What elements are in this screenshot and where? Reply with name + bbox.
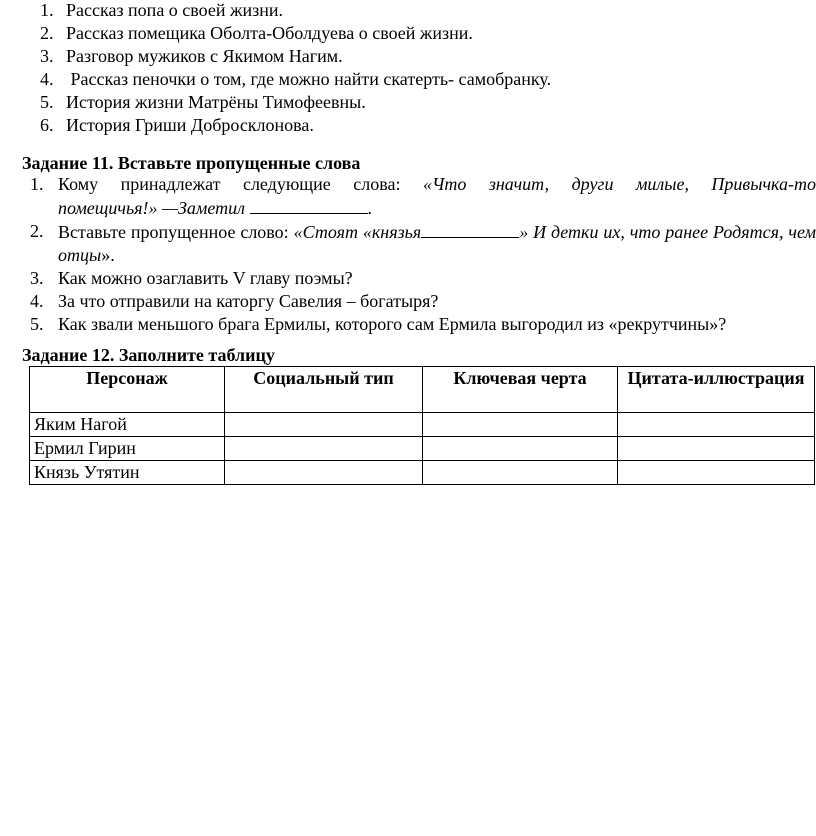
list-number: 2.	[40, 23, 54, 43]
table-cell[interactable]	[618, 413, 815, 437]
table-cell[interactable]	[225, 437, 423, 461]
list-item	[40, 22, 800, 45]
table-row	[30, 413, 815, 437]
question-number: 1.	[30, 174, 44, 194]
table-cell[interactable]	[618, 461, 815, 485]
question-text: Как звали меньшого брага Ермилы, которого сам Ермила выгородил из «рекрутчины»?	[58, 314, 727, 334]
question-text: За что отправили на каторгу Савелия – богатыря?	[58, 291, 439, 311]
question-text: Как можно озаглавить V главу поэмы?	[58, 268, 353, 288]
question-1-prefix: Кому принадлежат следующие слова:	[58, 174, 401, 194]
list-item-text: Рассказ помещика Оболта-Оболдуева о своей жизни.	[66, 23, 473, 43]
table-row	[30, 437, 815, 461]
question-1-line1	[58, 173, 816, 196]
list-number: 3.	[40, 46, 54, 66]
answer-blank[interactable]	[421, 220, 519, 238]
list-item-text: История жизни Матрёны Тимофеевны.	[66, 92, 366, 112]
question-4	[30, 290, 816, 313]
question-2-quote-a: «Стоят «князья	[293, 222, 422, 242]
question-1-quote-line1: «Что значит, други милые, Привычка-то	[422, 174, 816, 194]
list-item	[40, 0, 800, 22]
character-name: Князь Утятин	[30, 461, 225, 485]
list-item	[40, 114, 800, 137]
table-cell[interactable]	[225, 413, 423, 437]
header-social-type: Социальный тип	[225, 367, 423, 413]
list-item	[40, 45, 800, 68]
answer-blank[interactable]	[250, 196, 368, 214]
list-item	[40, 91, 800, 114]
header-character: Персонаж	[30, 367, 225, 413]
question-number: 2.	[30, 221, 44, 241]
question-1-line2	[58, 196, 816, 220]
task-11-questions	[30, 173, 816, 336]
character-name: Ермил Гирин	[30, 437, 225, 461]
table-row	[30, 461, 815, 485]
question-number: 4.	[30, 291, 44, 311]
list-number: 4.	[40, 69, 54, 89]
question-2-prefix: Вставьте пропущенное слово:	[58, 222, 294, 242]
list-item	[40, 68, 800, 91]
list-number: 1.	[40, 0, 54, 20]
table-header-row	[30, 367, 815, 413]
table-cell[interactable]	[618, 437, 815, 461]
list-item-text: История Гриши Добросклонова.	[66, 115, 314, 135]
character-table	[29, 366, 815, 485]
header-key-trait: Ключевая черта	[423, 367, 618, 413]
task-12-heading: Задание 12. Заполните таблицу	[22, 345, 275, 365]
table-cell[interactable]	[423, 437, 618, 461]
list-number: 5.	[40, 92, 54, 112]
question-1-quote-line2: помещичья!» —Заметил	[58, 198, 246, 218]
task-11-heading: Задание 11. Вставьте пропущенные слова	[22, 153, 361, 173]
table-cell[interactable]	[423, 413, 618, 437]
question-1-end: .	[367, 198, 373, 218]
question-2	[30, 220, 816, 267]
question-1	[30, 173, 816, 220]
list-number: 6.	[40, 115, 54, 135]
list-item-text: Разговор мужиков с Якимом Нагим.	[66, 46, 343, 66]
list-item-text: Рассказ пеночки о том, где можно найти скатерть- самобранку.	[66, 69, 552, 89]
character-name: Яким Нагой	[30, 413, 225, 437]
table-cell[interactable]	[423, 461, 618, 485]
header-quote: Цитата-иллюстрация	[618, 367, 815, 413]
table-cell[interactable]	[225, 461, 423, 485]
question-number: 5.	[30, 314, 44, 334]
list-item-text: Рассказ попа о своей жизни.	[66, 0, 283, 20]
question-2-end: ».	[101, 245, 115, 265]
question-3	[30, 267, 816, 290]
story-list	[40, 0, 800, 137]
question-number: 3.	[30, 268, 44, 288]
question-5	[30, 313, 816, 336]
question-2-quote-b: » И детки их, что ранее Родятся, чем отцы	[58, 222, 816, 265]
